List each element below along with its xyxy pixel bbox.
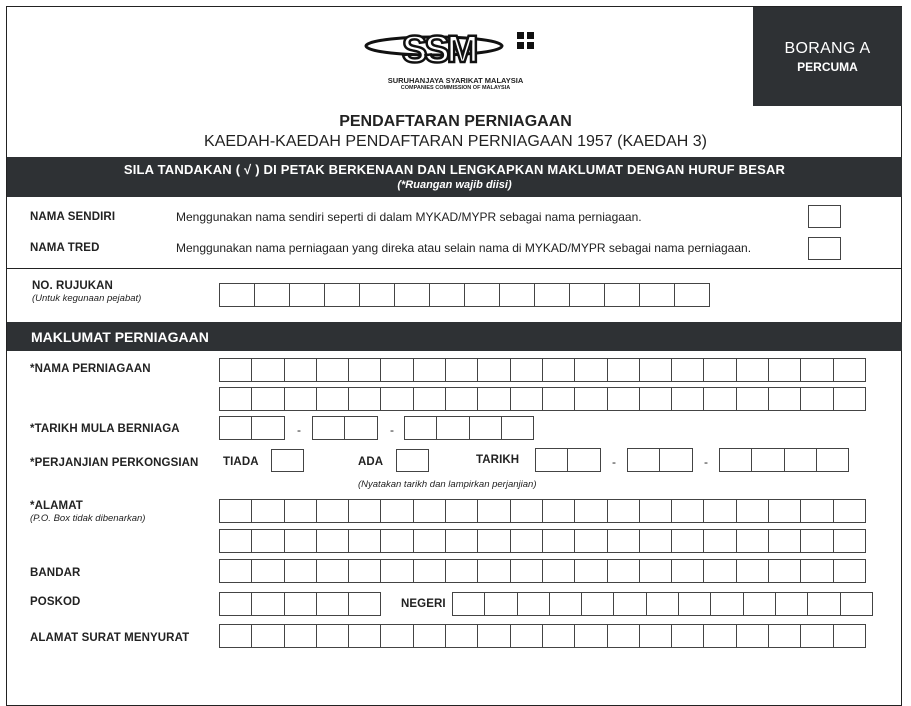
char-box[interactable] [607,529,640,553]
char-box[interactable] [484,592,517,616]
char-box[interactable] [574,387,607,411]
char-box[interactable] [607,624,640,648]
char-box[interactable] [671,358,704,382]
char-box[interactable] [510,499,543,523]
form-subtitle: KAEDAH-KAEDAH PENDAFTARAN PERNIAGAAN 1957 (KAEDAH 3) [204,133,707,150]
date-separator: - [390,423,394,437]
char-box[interactable] [312,416,345,440]
trade-name-label: NAMA TRED [30,242,100,254]
trade-name-checkbox[interactable] [808,237,841,260]
char-box[interactable] [477,559,510,583]
char-box[interactable] [445,499,478,523]
ssm-logo-mark [364,24,548,74]
char-box[interactable] [671,499,704,523]
char-box[interactable] [429,283,465,307]
char-box[interactable] [703,358,736,382]
city-label: BANDAR [30,567,81,579]
char-box[interactable] [549,592,582,616]
char-box[interactable] [316,529,349,553]
char-box[interactable] [380,499,413,523]
char-box[interactable] [703,499,736,523]
char-box[interactable] [477,358,510,382]
char-box[interactable] [671,529,704,553]
reference-label: NO. RUJUKAN [32,280,113,292]
char-box[interactable] [678,592,711,616]
char-box[interactable] [671,624,704,648]
state-input[interactable] [452,592,872,616]
char-box[interactable] [607,499,640,523]
char-box[interactable] [639,387,672,411]
char-box[interactable] [542,387,575,411]
char-box[interactable] [517,592,550,616]
address-input-1[interactable] [219,499,865,523]
char-box[interactable] [436,416,469,440]
char-box[interactable] [499,283,535,307]
address-input-2[interactable] [219,529,865,553]
char-box[interactable] [219,592,252,616]
char-box[interactable] [719,448,752,472]
char-box[interactable] [510,358,543,382]
char-box[interactable] [639,499,672,523]
form-title: PENDAFTARAN PERNIAGAAN [339,113,572,130]
char-box[interactable] [445,387,478,411]
char-box[interactable] [768,387,801,411]
instruction-bar [7,157,902,197]
address-label: *ALAMAT [30,500,83,512]
char-box[interactable] [251,592,284,616]
yes-checkbox[interactable] [396,449,429,472]
char-box[interactable] [251,624,284,648]
trade-name-desc: Menggunakan nama perniagaan yang direka atau selain nama di MYKAD/MYPR sebagai nama perniagaan. [176,241,752,255]
char-box[interactable] [348,499,381,523]
date-separator: - [612,455,616,469]
partnership-label: *PERJANJIAN PERKONGSIAN [30,457,199,469]
char-box[interactable] [833,358,866,382]
start-date-day[interactable] [219,416,284,440]
start-date-month[interactable] [312,416,377,440]
char-box[interactable] [703,559,736,583]
char-box[interactable] [284,559,317,583]
char-box[interactable] [289,283,325,307]
own-name-label: NAMA SENDIRI [30,211,116,223]
address-note: (P.O. Box tidak dibenarkan) [30,513,146,524]
char-box[interactable] [703,624,736,648]
city-input[interactable] [219,559,865,583]
char-box[interactable] [413,624,446,648]
char-box[interactable] [534,283,570,307]
form-price: PERCUMA [797,60,858,74]
char-box[interactable] [710,592,743,616]
char-box[interactable] [219,387,252,411]
char-box[interactable] [284,592,317,616]
char-box[interactable] [219,559,252,583]
char-box[interactable] [542,529,575,553]
char-box[interactable] [542,559,575,583]
char-box[interactable] [316,387,349,411]
char-box[interactable] [219,283,255,307]
business-name-input-2[interactable] [219,387,865,411]
char-box[interactable] [316,559,349,583]
char-box[interactable] [413,499,446,523]
char-box[interactable] [316,592,349,616]
none-label: TIADA [223,456,259,468]
char-box[interactable] [348,529,381,553]
char-box[interactable] [251,416,284,440]
reference-note: (Untuk kegunaan pejabat) [32,293,142,304]
char-box[interactable] [348,387,381,411]
agreement-date-month[interactable] [627,448,692,472]
char-box[interactable] [348,624,381,648]
char-box[interactable] [469,416,502,440]
char-box[interactable] [607,559,640,583]
business-name-label: *NAMA PERNIAGAAN [30,363,151,375]
char-box[interactable] [743,592,776,616]
char-box[interactable] [639,529,672,553]
char-box[interactable] [833,624,866,648]
char-box[interactable] [477,499,510,523]
char-box[interactable] [316,499,349,523]
char-box[interactable] [736,624,769,648]
char-box[interactable] [477,387,510,411]
date-separator: - [297,423,301,437]
char-box[interactable] [535,448,568,472]
char-box[interactable] [736,358,769,382]
char-box[interactable] [445,529,478,553]
char-box[interactable] [574,529,607,553]
char-box[interactable] [324,283,360,307]
char-box[interactable] [380,387,413,411]
agreement-date-year[interactable] [719,448,848,472]
char-box[interactable] [380,624,413,648]
char-box[interactable] [344,416,377,440]
section-bar [7,322,902,351]
instruction-note: (*Ruangan wajib diisi) [397,179,512,191]
char-box[interactable] [510,529,543,553]
char-box[interactable] [751,448,784,472]
char-box[interactable] [703,529,736,553]
char-box[interactable] [768,529,801,553]
own-name-desc: Menggunakan nama sendiri seperti di dalam MYKAD/MYPR sebagai nama perniagaan. [176,210,642,224]
char-box[interactable] [784,448,817,472]
char-box[interactable] [251,559,284,583]
char-box[interactable] [380,559,413,583]
char-box[interactable] [251,529,284,553]
char-box[interactable] [316,624,349,648]
char-box[interactable] [627,448,660,472]
char-box[interactable] [445,358,478,382]
char-box[interactable] [380,529,413,553]
char-box[interactable] [464,283,500,307]
char-box[interactable] [501,416,534,440]
char-box[interactable] [542,358,575,382]
char-box[interactable] [768,624,801,648]
char-box[interactable] [413,387,446,411]
char-box[interactable] [800,559,833,583]
char-box[interactable] [639,624,672,648]
char-box[interactable] [768,499,801,523]
char-box[interactable] [607,358,640,382]
char-box[interactable] [251,387,284,411]
char-box[interactable] [604,283,640,307]
char-box[interactable] [413,358,446,382]
char-box[interactable] [768,358,801,382]
char-box[interactable] [445,624,478,648]
char-box[interactable] [800,529,833,553]
state-label: NEGERI [401,598,446,610]
char-box[interactable] [413,529,446,553]
char-box[interactable] [348,559,381,583]
org-name-en: COMPANIES COMMISSION OF MALAYSIA [400,85,511,91]
char-box[interactable] [316,358,349,382]
char-box[interactable] [404,416,437,440]
reference-input[interactable] [219,283,709,307]
char-box[interactable] [800,387,833,411]
org-name: SURUHANJAYA SYARIKAT MALAYSIA [387,76,524,85]
char-box[interactable] [251,358,284,382]
mailing-address-input[interactable] [219,624,865,648]
char-box[interactable] [639,283,675,307]
char-box[interactable] [574,559,607,583]
postcode-label: POSKOD [30,596,81,608]
char-box[interactable] [775,592,808,616]
char-box[interactable] [800,624,833,648]
char-box[interactable] [254,283,290,307]
instruction-text: SILA TANDAKAN ( √ ) DI PETAK BERKENAAN DAN LENGKAPKAN MAKLUMAT DENGAN HURUF BESAR [123,162,786,177]
char-box[interactable] [359,283,395,307]
char-box[interactable] [674,283,710,307]
agreement-date-day[interactable] [535,448,600,472]
char-box[interactable] [807,592,840,616]
char-box[interactable] [219,624,252,648]
char-box[interactable] [659,448,692,472]
char-box[interactable] [800,499,833,523]
char-box[interactable] [574,624,607,648]
char-box[interactable] [284,499,317,523]
business-name-input-1[interactable] [219,358,865,382]
char-box[interactable] [477,624,510,648]
char-box[interactable] [736,529,769,553]
char-box[interactable] [394,283,430,307]
char-box[interactable] [413,559,446,583]
char-box[interactable] [840,592,873,616]
own-name-checkbox[interactable] [808,205,841,228]
char-box[interactable] [348,592,381,616]
char-box[interactable] [284,387,317,411]
char-box[interactable] [768,559,801,583]
date-separator: - [704,455,708,469]
char-box[interactable] [639,559,672,583]
char-box[interactable] [452,592,485,616]
char-box[interactable] [816,448,849,472]
start-date-label: *TARIKH MULA BERNIAGA [30,423,180,435]
char-box[interactable] [833,529,866,553]
char-box[interactable] [736,387,769,411]
char-box[interactable] [646,592,679,616]
char-box[interactable] [569,283,605,307]
char-box[interactable] [736,559,769,583]
char-box[interactable] [833,559,866,583]
agreement-date-label: TARIKH [476,454,520,466]
char-box[interactable] [639,358,672,382]
agreement-note: (Nyatakan tarikh dan lampirkan perjanjian) [358,479,537,490]
char-box[interactable] [833,387,866,411]
char-box[interactable] [219,529,252,553]
char-box[interactable] [510,387,543,411]
start-date-year[interactable] [404,416,533,440]
char-box[interactable] [284,529,317,553]
char-box[interactable] [567,448,600,472]
mailing-address-label: ALAMAT SURAT MENYURAT [30,632,190,644]
char-box[interactable] [542,624,575,648]
char-box[interactable] [284,358,317,382]
char-box[interactable] [574,499,607,523]
char-box[interactable] [671,387,704,411]
form-badge [753,7,902,106]
char-box[interactable] [736,499,769,523]
char-box[interactable] [510,559,543,583]
char-box[interactable] [833,499,866,523]
char-box[interactable] [574,358,607,382]
svg-text:SSM: SSM [402,29,476,71]
form-name: BORANG A [784,40,871,57]
char-box[interactable] [542,499,575,523]
char-box[interactable] [219,358,252,382]
char-box[interactable] [671,559,704,583]
char-box[interactable] [251,499,284,523]
char-box[interactable] [800,358,833,382]
char-box[interactable] [219,416,252,440]
char-box[interactable] [219,499,252,523]
char-box[interactable] [445,559,478,583]
char-box[interactable] [510,624,543,648]
char-box[interactable] [613,592,646,616]
char-box[interactable] [581,592,614,616]
char-box[interactable] [348,358,381,382]
section-title: MAKLUMAT PERNIAGAAN [31,329,209,345]
char-box[interactable] [477,529,510,553]
yes-label: ADA [358,456,384,468]
postcode-input[interactable] [219,592,380,616]
char-box[interactable] [380,358,413,382]
divider [7,268,902,269]
char-box[interactable] [607,387,640,411]
char-box[interactable] [703,387,736,411]
char-box[interactable] [284,624,317,648]
none-checkbox[interactable] [271,449,304,472]
